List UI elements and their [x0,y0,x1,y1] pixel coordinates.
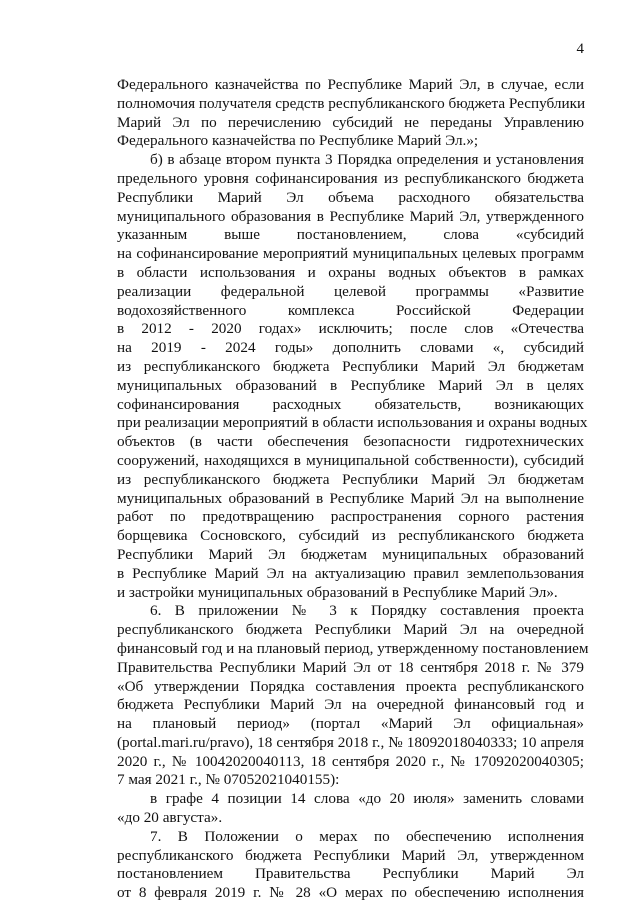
text-line: 2020 г., № 10042020040113, 18 сентября 2020 г., № 17092020040305; [117,752,584,770]
text-line: водохозяйственного комплекса Российской Федерации [117,301,584,319]
document-body [117,76,589,903]
text-line: предельного уровня софинансирования из республиканского бюджета [117,169,584,187]
text-line: объектов (в части обеспечения безопасности гидротехнических [117,433,584,451]
text-line: финансовый год и на плановый период, утвержденному постановлением [117,639,589,657]
paragraph-first-line: 6. В приложении № 3 к Порядку составления проекта [150,602,584,620]
text-line: 7 мая 2021 г., № 07052021040155): [117,771,340,789]
text-line: Республики Марий Эл бюджетам муниципальных образований [117,545,584,563]
text-line: постановлением Правительства Республики Марий Эл [117,865,584,883]
text-line: от 8 февраля 2019 г. № 28 «О мерах по обеспечению исполнения [117,884,584,902]
text-line: «Об утверждении Порядка составления проекта республиканского [117,677,584,695]
text-line: на 2019 - 2024 годы» дополнить словами «, субсидий [117,339,584,357]
text-line: (portal.mari.ru/pravo), 18 сентября 2018 г., № 18092018040333; 10 апреля [117,733,584,751]
text-line: Федерального казначейства по Республике Марий Эл, в случае, если [117,76,584,93]
text-line: на плановый период» (портал «Марий Эл официальная» [117,715,584,733]
text-line: «до 20 августа». [117,809,223,827]
text-line: и застройки муниципальных образований в Республике Марий Эл». [117,583,558,601]
text-line: из республиканского бюджета Республики Марий Эл бюджетам [117,357,584,375]
text-line: софинансирования расходных обязательств, возникающих [117,395,584,413]
text-line: бюджета Республики Марий Эл на очередной финансовый год и [117,696,584,714]
paragraph-first-line: б) в абзаце втором пункта 3 Порядка определения и установления [150,151,584,169]
text-line: из республиканского бюджета Республики Марий Эл бюджетам [117,470,584,488]
text-line: в Республике Марий Эл на актуализацию правил землепользования [117,564,584,582]
paragraph-first-line: 7. В Положении о мерах по обеспечению исполнения [150,827,584,845]
text-line: Республики Марий Эл объема расходного обязательства [117,188,584,206]
text-line: муниципального образования в Республике Марий Эл, утвержденного [117,207,584,225]
page-number: 4 [576,41,584,57]
text-line: муниципальных образований в Республике Марий Эл на выполнение [117,489,584,507]
text-line: сооружений, находящихся в муниципальной собственности), субсидий [117,451,584,469]
text-line: муниципальных образований в Республике Марий Эл в целях [117,376,584,394]
text-line: в области использования и охраны водных объектов в рамках [117,263,584,281]
text-line: на софинансирование мероприятий муниципальных целевых программ [117,245,584,263]
text-line: республиканского бюджета Республики Марий Эл, утвержденном [117,846,584,864]
text-line: полномочия получателя средств республиканского бюджета Республики [117,94,586,112]
text-line: борщевика Сосновского, субсидий из республиканского бюджета [117,527,584,545]
text-line: Федерального казначейства по Республике Марий Эл.»; [117,132,479,150]
text-line: в 2012 - 2020 годах» исключить; после слов «Отечества [117,320,584,338]
text-line: работ по предотвращению распространения сорного растения [117,508,584,526]
text-line: при реализации мероприятий в области использования и охраны водных [117,414,588,432]
text-line: реализации федеральной целевой программы «Развитие [117,282,584,300]
text-line: Марий Эл по перечислению субсидий не переданы Управлению [117,113,584,131]
text-line: республиканского бюджета Республики Марий Эл на очередной [117,621,584,639]
text-line: указанным выше постановлением, слова «субсидий [117,226,584,244]
text-line: Правительства Республики Марий Эл от 18 сентября 2018 г. № 379 [117,658,584,676]
paragraph-first-line: в графе 4 позиции 14 слова «до 20 июля» заменить словами [150,790,584,808]
